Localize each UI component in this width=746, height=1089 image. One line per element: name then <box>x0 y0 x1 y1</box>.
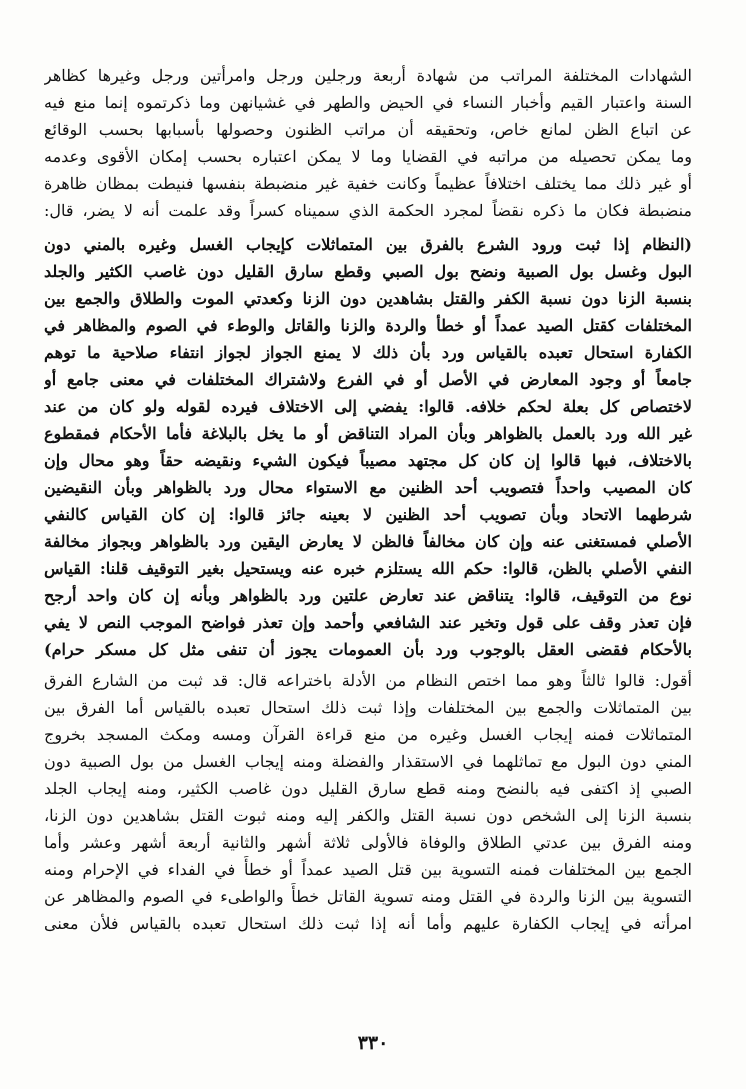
text-line: الشهادات المختلفة المراتب من شهادة أربعة ورجلين ورجل وامرأتين ورجل وغيرها كظاهر <box>44 66 692 85</box>
quote-line: البول وغسل بول الصبية ونضح بول الصبي وقطع سارق القليل دون غاصب الكثير والجلد <box>44 262 692 281</box>
quote-line: نوع من التوقيف، قالوا: يتناقض عند تعارض علتين ورد بالظواهر وبأنه إن كان واحد أرجح <box>44 586 692 605</box>
text-line: المتماثلات فمنه إيجاب الغسل وغيره من منع قراءة القرآن ومسه ومكث المسجد بخروج <box>44 725 692 744</box>
page-number: ٣٣٠ <box>357 1032 389 1054</box>
quote-line: جامعاً أو وجود المعارض في الأصل أو في الفرع ولاشتراك المختلفات في معنى جامع أو <box>44 370 692 389</box>
quote-line: غير الله ورد بالعمل بالظواهر وبأن المراد التناقض أو ما يخل بالبلاغة فأما الأحكام فمقطوع <box>44 424 692 443</box>
text-line: الجمع بين المختلفات فمنه التسوية بين قتل الصيد عمداً أو خطأً في الفداء في الإحرام ومنه <box>44 860 692 879</box>
quote-line: لاختصاص كل بعلة لحكم خلافه. قالوا: يفضي إلى الاختلاف فيرده لقوله ولو كان من عند <box>44 397 692 416</box>
text-line: الصبي إذ اكتفى فيه بالنضح ومنه قطع سارق القليل دون غاصب الكثير، ومنه إيجاب الجلد <box>44 779 692 798</box>
text-line: عن اتباع الظن لمانع خاص، وتحقيقه أن مراتب الظنون وحصولها بأسبابها بحسب الوقائع <box>44 120 692 139</box>
quote-line: (النظام إذا ثبت ورود الشرع بالفرق بين المتماثلات كإيجاب الغسل وغيره بالمني دون <box>44 235 692 254</box>
text-line: وما يمكن تحصيله من مراتبه في القضايا وما لا يمكن اعتباره بحسب إمكان الأقوى وعدمه <box>44 147 692 166</box>
commentary-paragraph <box>44 667 692 937</box>
quote-line: بنسبة الزنا دون نسبة الكفر والقتل بشاهدين دون الزنا وكعدتي الموت والطلاق والجمع بين <box>44 289 692 308</box>
quote-line: كان المصيب واحداً فتصويب أحد الظنين مع الاستواء محال ورد بالظواهر وبأن النقيضين <box>44 478 692 497</box>
text-line: منضبطة فكان ما ذكره نقضاً لمجرد الحكمة الذي سميناه كسراً وقد علمت أنه لا يضر، قال: <box>44 201 692 220</box>
quote-line: شرطهما الاتحاد وبأن تصويب أحد الظنين لا بعينه جائز قالوا: إن كان القياس كالنفي <box>44 505 692 524</box>
text-line: المني دون البول مع تماثلهما في الاستقذار والفضلة ومنه إيجاب الغسل من بول الصبية دون <box>44 752 692 771</box>
text-line: ومنه الفرق بين عدتي الطلاق والوفاة فالأولى ثلاثة أشهر والثانية أربعة أشهر وعشر وأما <box>44 833 692 852</box>
text-line: بين المتماثلات والجمع بين المختلفات وإذا ثبت ذلك استحال تعبده بالقياس أما الفرق بين <box>44 698 692 717</box>
quoted-text-block <box>44 231 692 663</box>
text-line: أقول: قالوا ثالثاً وهو مما اختص النظام من الأدلة باختراعه قال: قد ثبت من الشارع الفرق <box>44 671 692 690</box>
quote-line: فإن تعذر وقف على قول وتخير عند الشافعي وأحمد وإن تعذر فواضح الموجب النص لا يفي <box>44 613 692 632</box>
text-column <box>44 62 692 937</box>
intro-paragraph <box>44 62 692 224</box>
text-line: التسوية بين الزنا والردة في القتل ومنه تسوية القاتل خطأً والواطىء في الصوم والمظاهر عن <box>44 887 692 906</box>
text-line: امرأته في إيجاب الكفارة عليهم وأما أنه إذا ثبت ذلك استحال تعبده بالقياس فلأن معنى <box>44 914 692 933</box>
quote-line: المختلفات كقتل الصيد عمداً أو خطأ والردة والزنا والقاتل والوطء في الصوم والمظاهر في <box>44 316 692 335</box>
text-line: السنة واعتبار القيم وأخبار النساء في الحيض والطهر في غشيانهن وما ذكرتموه إنما منع فيه <box>44 93 692 112</box>
text-line: بنسبة الزنا إلى الشخص دون نسبة القتل والكفر إليه ومنه ثبوت القتل بشاهدين دون الزنا، <box>44 806 692 825</box>
quote-line: بالاختلاف، فبها قالوا إن كان كل مجتهد مصيباً فيكون الشيء ونقيضه حقاً وهو محال وإن <box>44 451 692 470</box>
quote-line: النفي الأصلي بالظن، قالوا: حكم الله يستلزم خبره عنه ويستحيل بغير التوقيف قلنا: القياس <box>44 559 692 578</box>
quote-line: الأصلي فمستغنى عنه وإن كان مخالفاً فالظن لا يعارض اليقين ورد بالظواهر وبجواز مخالفة <box>44 532 692 551</box>
text-line: أو غير ذلك مما يختلف اختلافاً عظيماً وكانت خفية غير منضبطة بنفسها فنيطت بمظان ظاهرة <box>44 174 692 193</box>
quote-line: بالأحكام فقضى العقل بالوجوب ورد بأن العمومات يجوز أن تنفى مثل كل مسكر حرام) <box>44 640 692 659</box>
quote-line: الكفارة استحال تعبده بالقياس ورد بأن ذلك لا يمنع الجواز لجواز انتفاء صلاحية ما توهم <box>44 343 692 362</box>
